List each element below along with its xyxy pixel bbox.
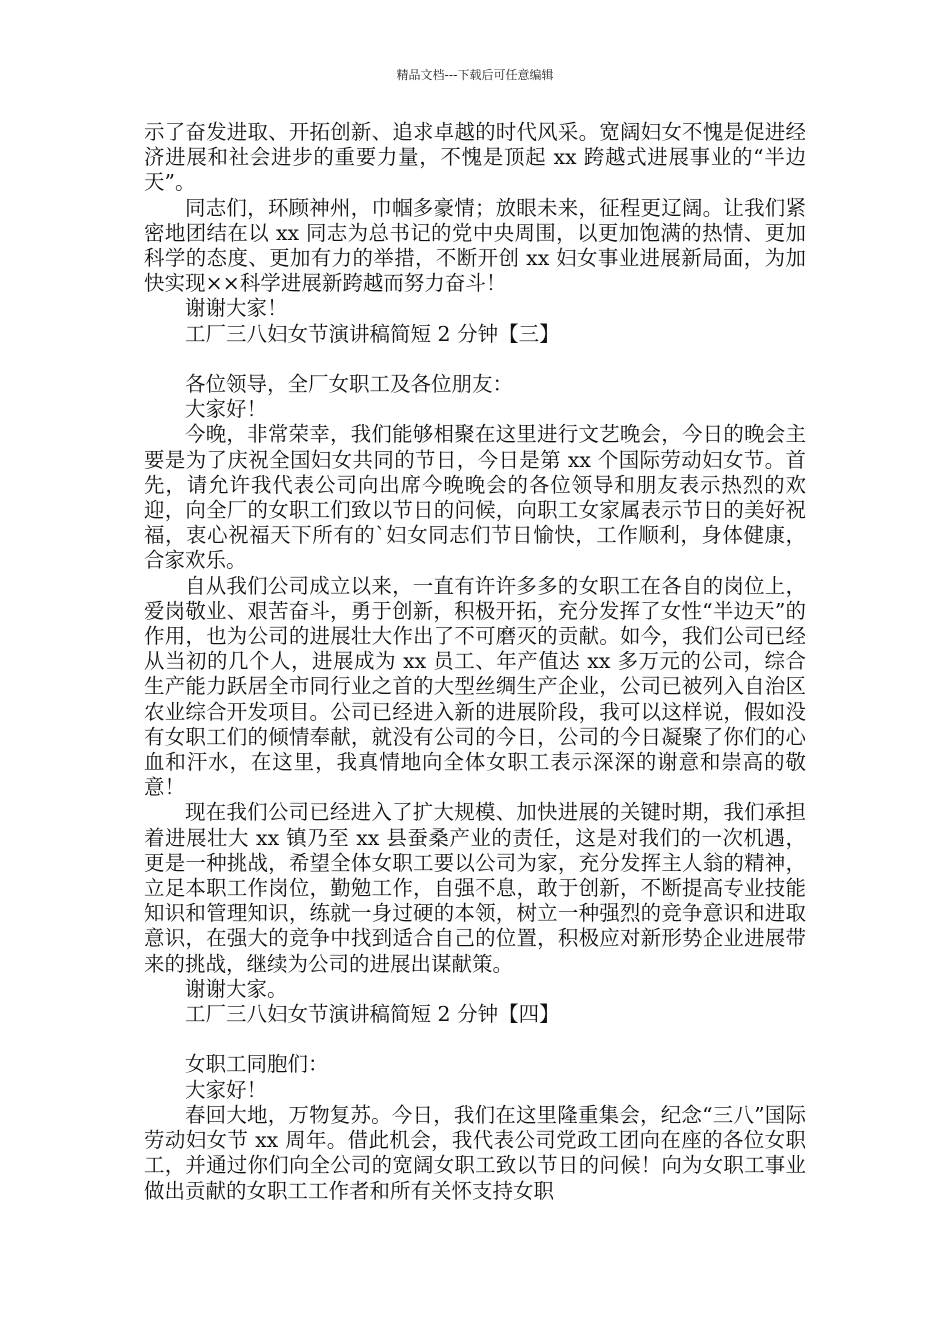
salutation: 女职工同胞们： [185, 1052, 329, 1077]
section-heading-4: 工厂三八妇女节演讲稿简短 2 分钟【四】 [185, 1002, 560, 1027]
closing-thanks: 谢谢大家。 [185, 976, 288, 1001]
salutation: 各位领导，全厂女职工及各位朋友： [185, 372, 513, 397]
blank-line [144, 347, 806, 372]
paragraph: 自从我们公司成立以来，一直有许许多多的女职工在各自的岗位上，爱岗敬业、艰苦奋斗，勇于创新，积极开拓，充分发挥了女性“半边天”的作用，也为公司的进展壮大作出了不可磨灭的贡献。如今，我们公司已经从当初的几个人，进展成为 xx 员工、年产值达 xx 多万元的公司，综合生产能力跃居全市同行业之首的大型丝绸生产企业，公司已被列入自治区农业综合开发项目。公司已经进入新的进展阶段，我可以这样说，假如没有女职工们的倾情奉献，就没有公司的今日，公司的今日凝聚了你们的心血和汗水，在这里，我真情地向全体女职工表示深深的谢意和崇高的敬意！ [144, 573, 806, 800]
blank-line [144, 1027, 806, 1052]
closing-thanks: 谢谢大家！ [185, 296, 288, 321]
greeting: 大家好！ [185, 397, 267, 422]
paragraph: 同志们，环顾神州，巾帼多豪情；放眼未来，征程更辽阔。让我们紧密地团结在以 xx 同志为总书记的党中央周围，以更加饱满的热情、更加科学的态度、更加有力的举措，不断开创 xx 妇女事业进展新局面，为加快实现××科学进展新跨越而努力奋斗！ [144, 195, 806, 296]
paragraph: 示了奋发进取、开拓创新、追求卓越的时代风采。宽阔妇女不愧是促进经济进展和社会进步的重要力量，不愧是顶起 xx 跨越式进展事业的“半边天”。 [144, 120, 806, 195]
paragraph: 春回大地，万物复苏。今日，我们在这里隆重集会，纪念“三八”国际劳动妇女节 xx 周年。借此机会，我代表公司党政工团向在座的各位女职工，并通过你们向全公司的宽阔女职工致以节日的问候！向为女职工事业做出贡献的女职工工作者和所有关怀支持女职 [144, 1102, 806, 1203]
greeting: 大家好！ [185, 1077, 267, 1102]
paragraph: 今晚，非常荣幸，我们能够相聚在这里进行文艺晚会，今日的晚会主要是为了庆祝全国妇女共同的节日，今日是第 xx 个国际劳动妇女节。首先，请允许我代表公司向出席今晚晚会的各位领导和朋友表示热烈的欢迎，向全厂的女职工们致以节日的问候，向职工女家属表示节日的美好祝福，衷心祝福天下所有的`妇女同志们节日愉快，工作顺利，身体健康，合家欢乐。 [144, 422, 806, 573]
document-body [144, 120, 806, 1204]
paragraph: 现在我们公司已经进入了扩大规模、加快进展的关键时期，我们承担着进展壮大 xx 镇乃至 xx 县蚕桑产业的责任，这是对我们的一次机遇，更是一种挑战，希望全体女职工要以公司为家，充分发挥主人翁的精神，立足本职工作岗位，勤勉工作，自强不息，敢于创新，不断提高专业技能知识和管理知识，练就一身过硬的本领，树立一种强烈的竞争意识和进取意识，在强大的竞争中找到适合自己的位置，积极应对新形势企业进展带来的挑战，继续为公司的进展出谋献策。 [144, 800, 806, 976]
section-heading-3: 工厂三八妇女节演讲稿简短 2 分钟【三】 [185, 321, 560, 346]
page-header: 精品文档---下载后可任意编辑 [396, 68, 554, 82]
